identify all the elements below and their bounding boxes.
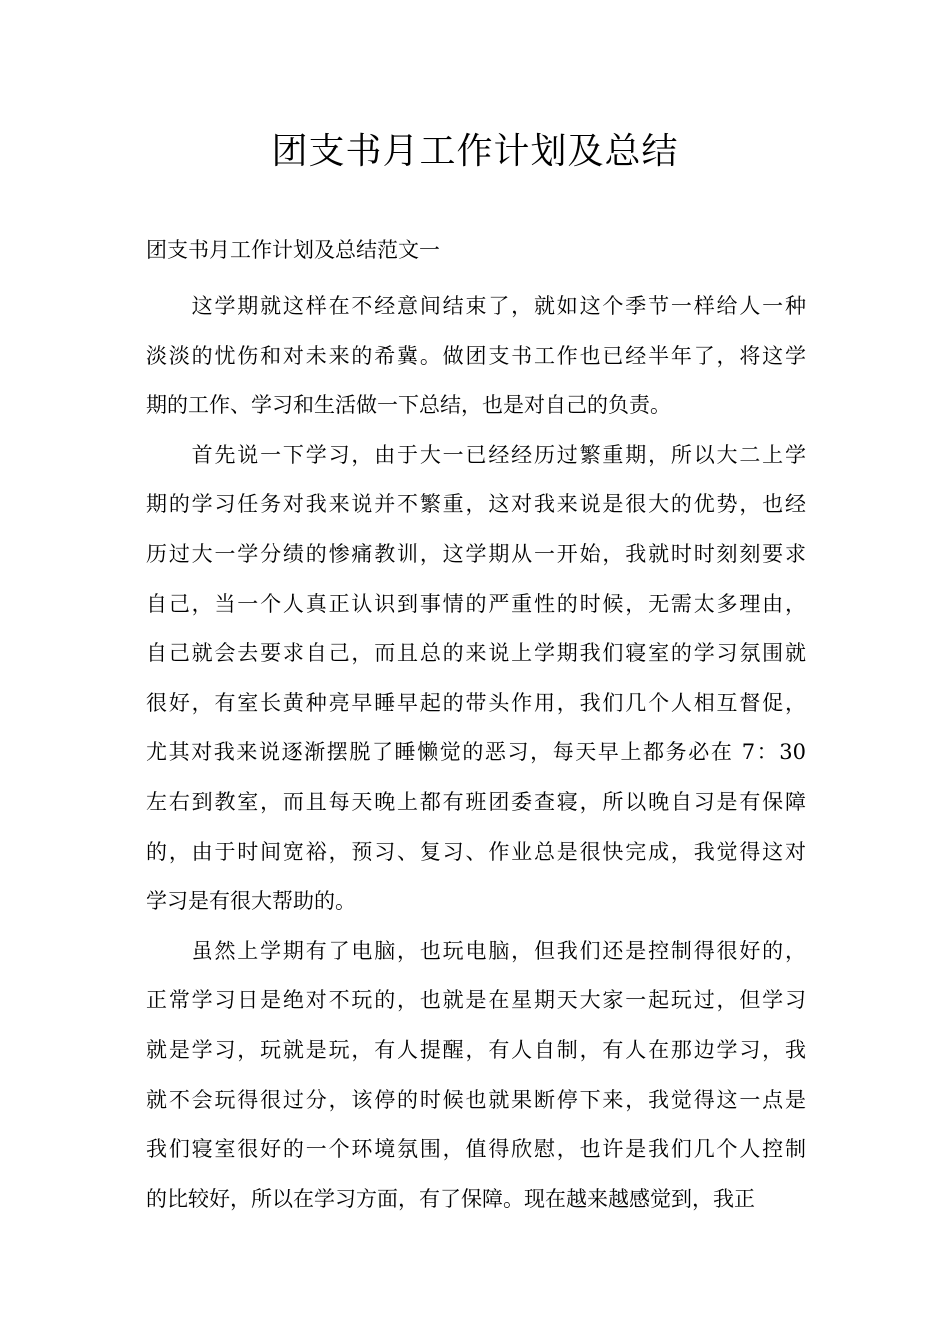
paragraph-line: 虽然上学期有了电脑，也玩电脑，但我们还是控制得很好的， <box>146 938 806 963</box>
paragraph <box>146 927 806 1225</box>
paragraph-line: 自己就会去要求自己，而且总的来说上学期我们寝室的学习氛围就 <box>146 641 806 666</box>
paragraph-line: 淡淡的忧伤和对未来的希冀。做团支书工作也已经半年了，将这学 <box>146 343 806 368</box>
paragraph-line: 就是学习，玩就是玩，有人提醒，有人自制，有人在那边学习，我 <box>146 1037 806 1062</box>
paragraph-line: 左右到教室，而且每天晚上都有班团委查寝，所以晚自习是有保障 <box>146 789 806 814</box>
paragraph-line: 的比较好，所以在学习方面，有了保障。现在越来越感觉到，我正 <box>146 1186 755 1211</box>
paragraph-line: 很好，有室长黄种亮早睡早起的带头作用，我们几个人相互督促， <box>146 690 806 715</box>
document-body <box>146 282 806 1224</box>
paragraph <box>146 282 806 431</box>
paragraph-line: 期的工作、学习和生活做一下总结，也是对自己的负责。 <box>146 393 671 418</box>
paragraph-line: 正常学习日是绝对不玩的，也就是在星期天大家一起玩过，但学习 <box>146 988 806 1013</box>
paragraph-line: 自己，当一个人真正认识到事情的严重性的时候，无需太多理由， <box>146 591 806 616</box>
paragraph <box>146 431 806 927</box>
document-title: 团支书月工作计划及总结 <box>271 131 679 172</box>
paragraph-line: 的，由于时间宽裕，预习、复习、作业总是很快完成，我觉得这对 <box>146 839 806 864</box>
paragraph-line: 历过大一学分绩的惨痛教训，这学期从一开始，我就时时刻刻要求 <box>146 541 806 566</box>
paragraph-line: 这学期就这样在不经意间结束了，就如这个季节一样给人一种 <box>146 294 806 318</box>
paragraph-line: 学习是有很大帮助的。 <box>146 889 356 914</box>
paragraph-line: 尤其对我来说逐渐摆脱了睡懒觉的恶习，每天早上都务必在 7：30 <box>146 740 806 765</box>
paragraph-line: 我们寝室很好的一个环境氛围，值得欣慰，也许是我们几个人控制 <box>146 1137 806 1162</box>
paragraph-line: 就不会玩得很过分，该停的时候也就果断停下来，我觉得这一点是 <box>146 1087 806 1112</box>
document-subtitle: 团支书月工作计划及总结范文一 <box>146 238 440 262</box>
paragraph-line: 首先说一下学习，由于大一已经经历过繁重期，所以大二上学 <box>146 442 806 467</box>
paragraph-line: 期的学习任务对我来说并不繁重，这对我来说是很大的优势，也经 <box>146 492 806 517</box>
